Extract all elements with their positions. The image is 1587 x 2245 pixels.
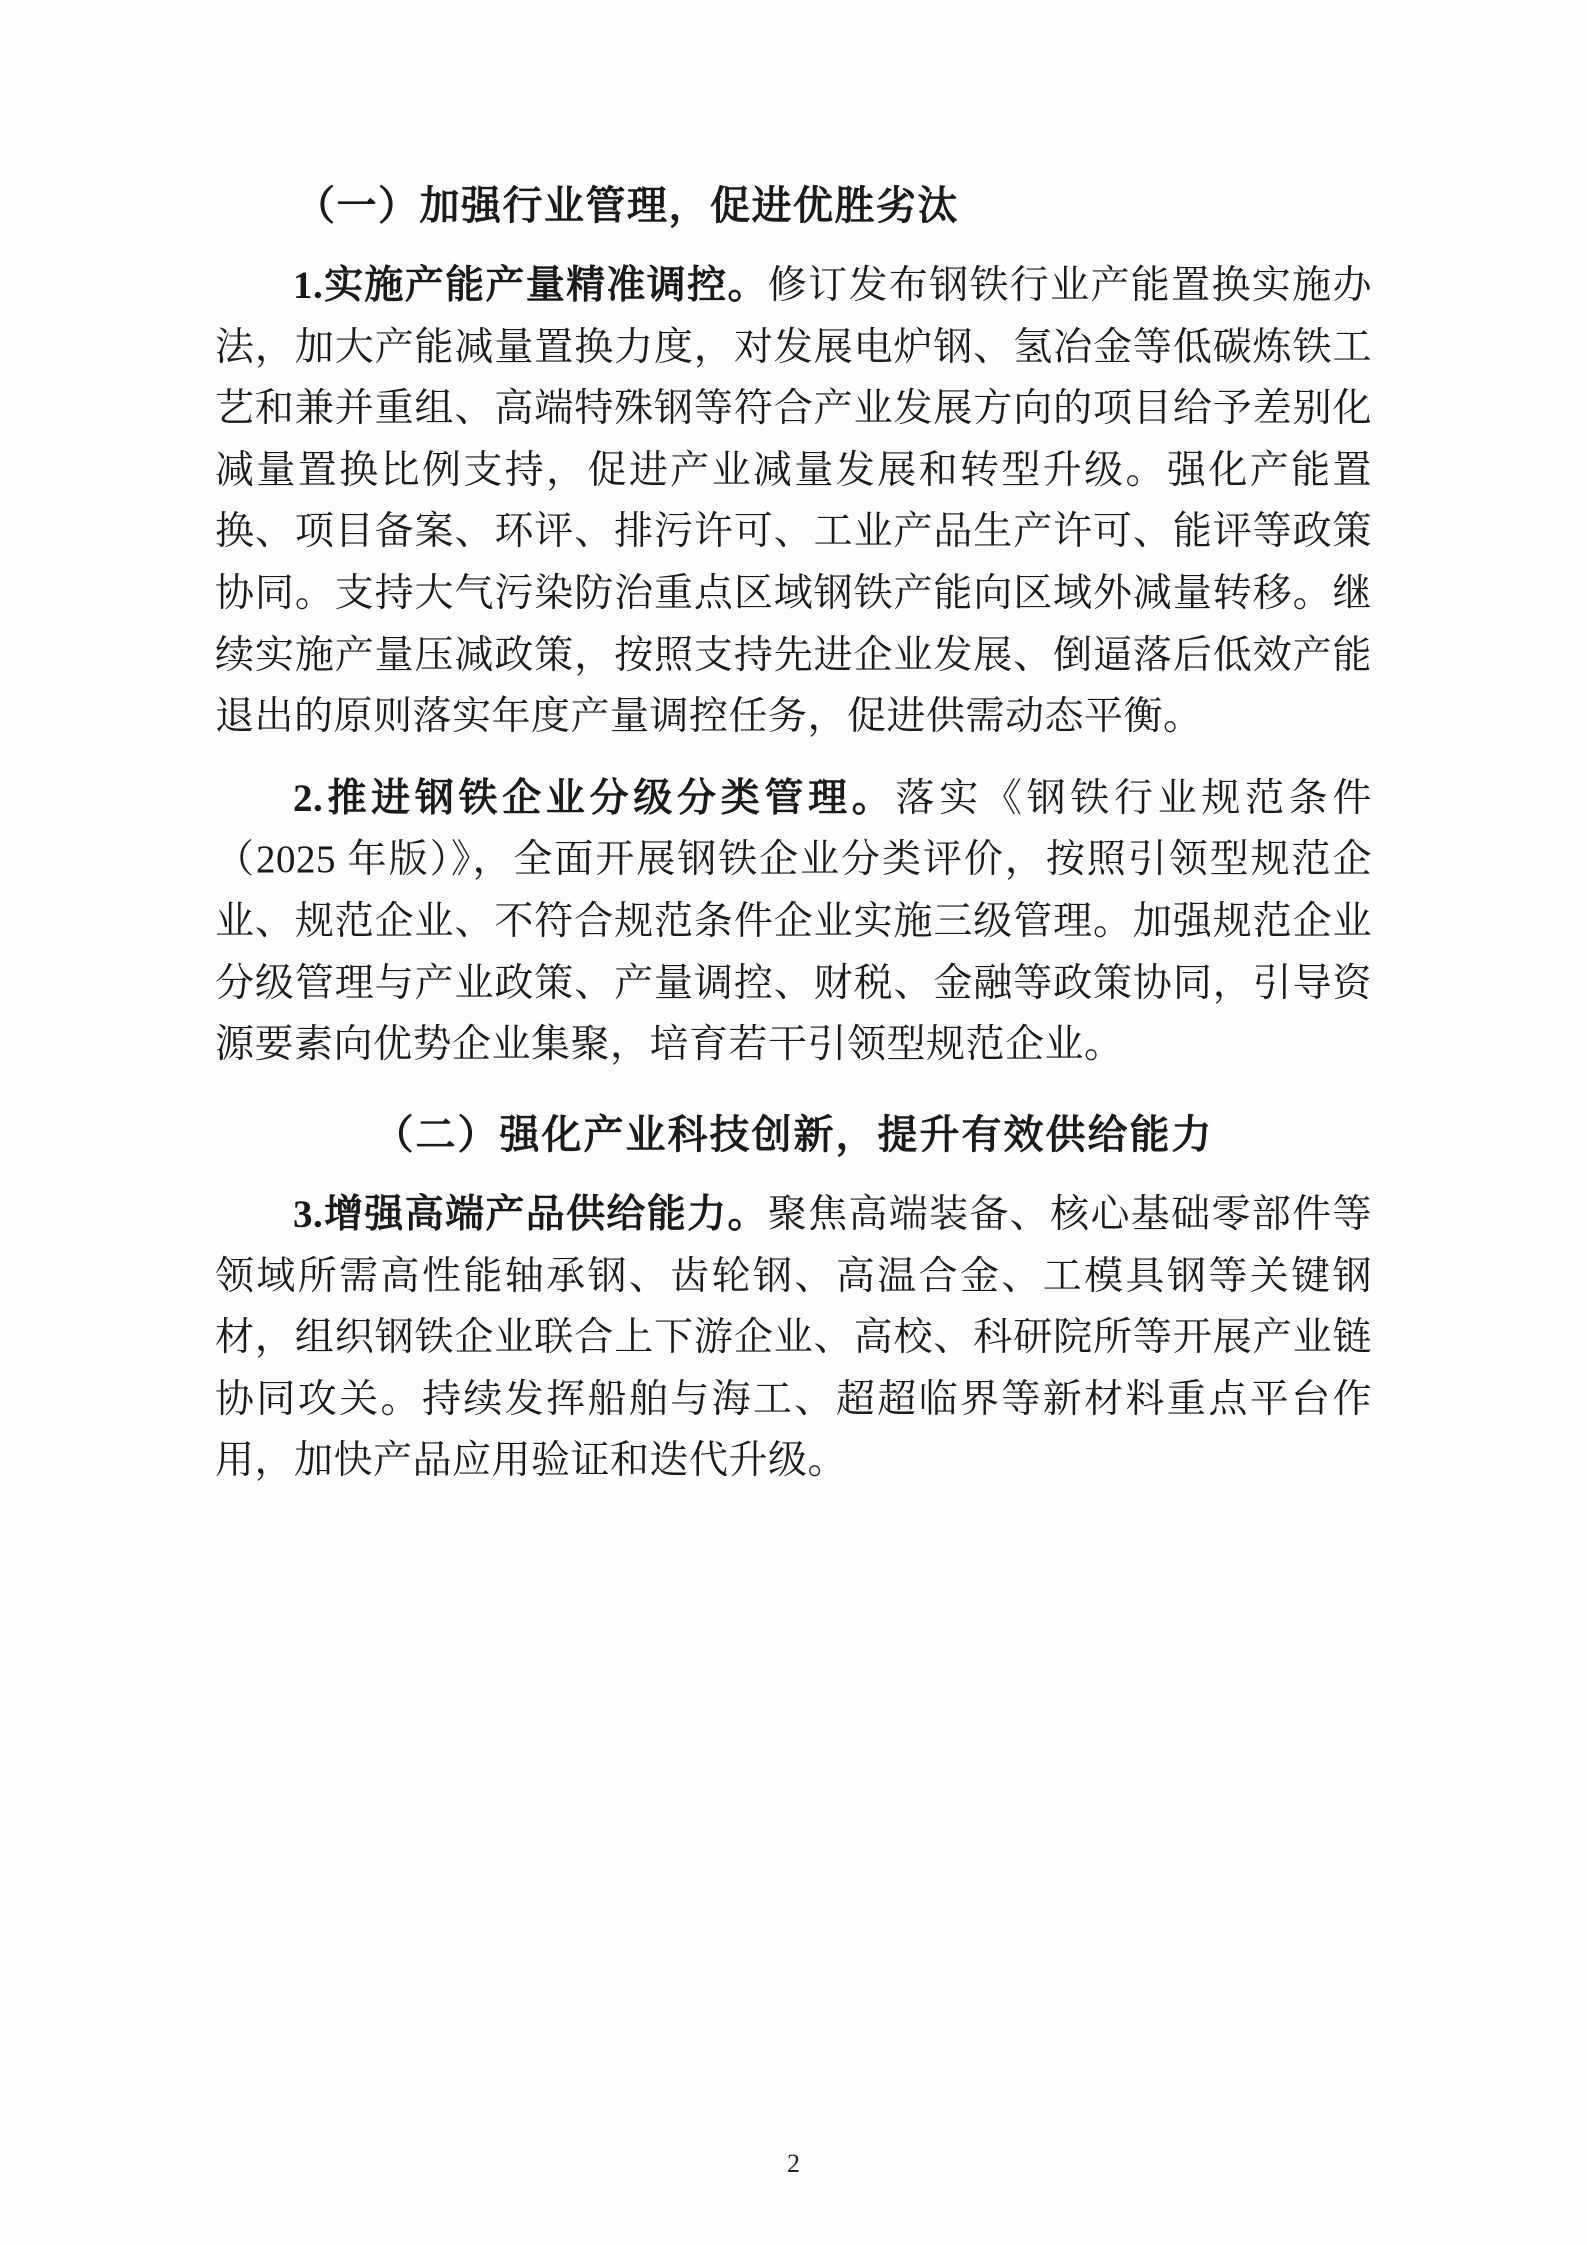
paragraph-item-3 xyxy=(215,1184,1372,1492)
paragraph-item-1-text: 修订发布钢铁行业产能置换实施办法，加大产能减量置换力度，对发展电炉钢、氢冶金等低碳炼铁工艺和兼并重组、高端特殊钢等符合产业发展方向的项目给予差别化减量置换比例支持，促进产业减量发展和转型升级。强化产能置换、项目备案、环评、排污许可、工业产品生产许可、能评等政策协同。支持大气污染防治重点区域钢铁产能向区域外减量转移。继续实施产量压减政策，按照支持先进企业发展、倒逼落后低效产能退出的原则落实年度产量调控任务，促进供需动态平衡。 xyxy=(215,264,1372,739)
paragraph-item-1-lead: 1.实施产能产量精准调控。 xyxy=(293,264,768,307)
paragraph-item-2 xyxy=(215,768,1372,1076)
paragraph-item-2-lead: 2.推进钢铁企业分级分类管理。 xyxy=(293,776,896,820)
section-heading-one: （一）加强行业管理，促进优胜劣汰 xyxy=(295,183,959,228)
section-spacer xyxy=(215,1082,1372,1104)
section-heading-two: （二）强化产业科技创新，提升有效供给能力 xyxy=(373,1111,1214,1157)
paragraph-item-2-text: 落实《钢铁行业规范条件（2025 年版）》，全面开展钢铁企业分类评价，按照引领型规范企业、规范企业、不符合规范条件企业实施三级管理。加强规范企业分级管理与产业政策、产量调控、财税、金融等政策协同，引导资源要素向优势企业集聚，培育若干引领型规范企业。 xyxy=(215,776,1372,1067)
paragraph-item-3-lead: 3.增强高端产品供给能力。 xyxy=(293,1192,768,1236)
document-body xyxy=(215,175,1372,1492)
paragraph-spacer xyxy=(215,754,1372,768)
paragraph-item-1 xyxy=(215,255,1372,748)
page-number: 2 xyxy=(787,2149,800,2178)
paragraph-item-3-text: 聚焦高端装备、核心基础零部件等领域所需高性能轴承钢、齿轮钢、高温合金、工模具钢等关键钢材，组织钢铁企业联合上下游企业、高校、科研院所等开展产业链协同攻关。持续发挥船舶与海工、超超临界等新材料重点平台作用，加快产品应用验证和迭代升级。 xyxy=(215,1192,1372,1483)
